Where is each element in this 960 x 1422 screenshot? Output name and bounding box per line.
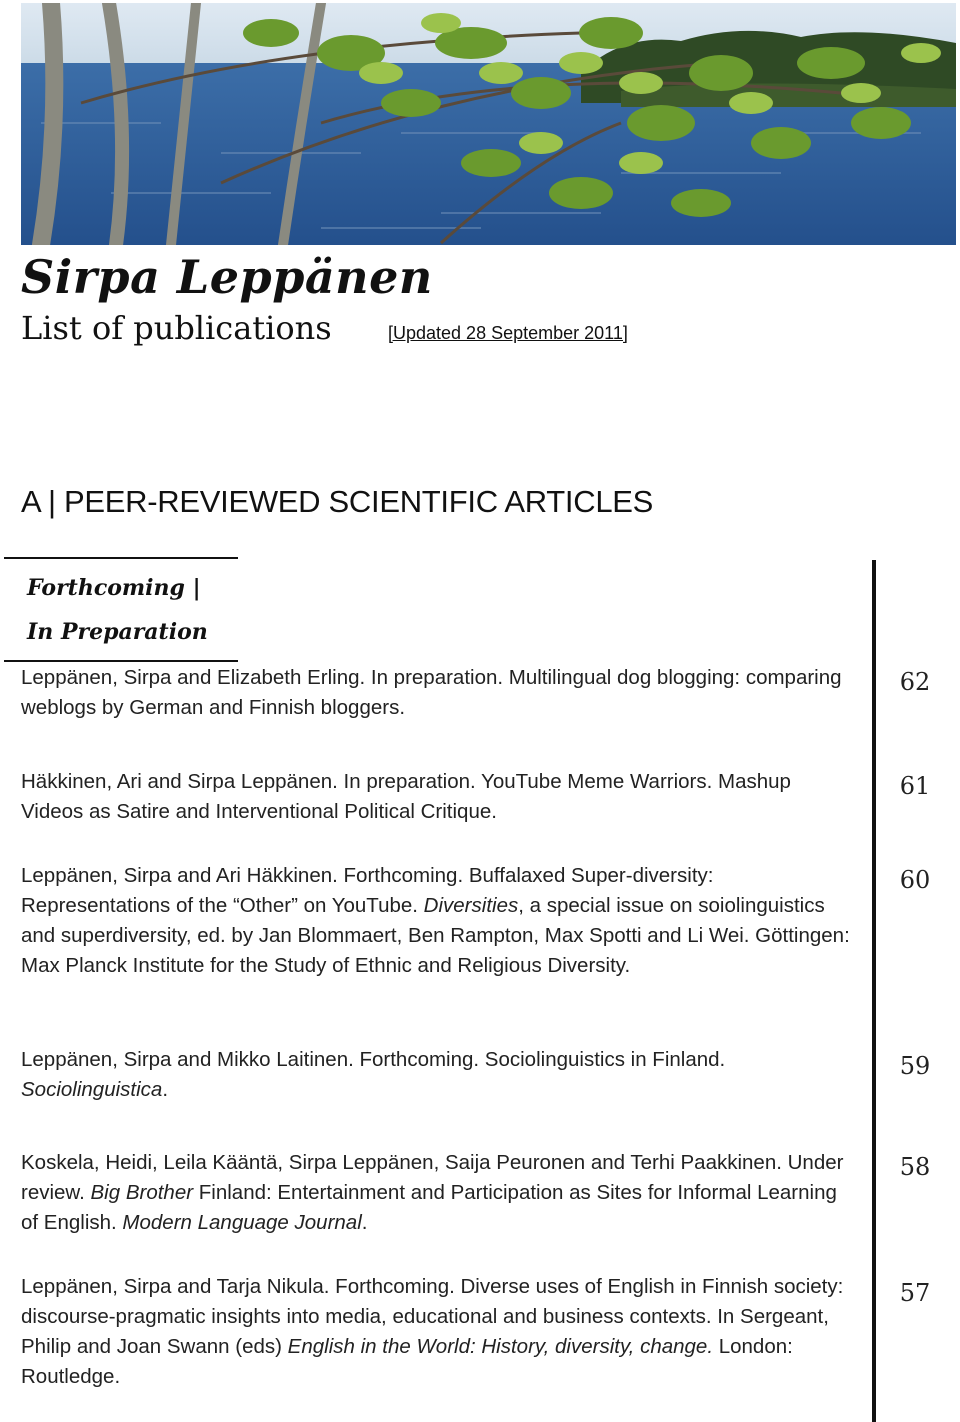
status-forthcoming: Forthcoming | (27, 575, 201, 601)
publication-entry (21, 663, 856, 723)
entry-title-italic: Big Brother (90, 1181, 194, 1204)
entry-text: London: Routledge. (21, 1335, 793, 1388)
section-heading: A | PEER-REVIEWED SCIENTIFIC ARTICLES (21, 484, 654, 519)
entry-journal: Modern Language Journal (122, 1211, 362, 1234)
divider-bottom (4, 660, 238, 662)
entry-number: 57 (899, 1279, 931, 1307)
publication-entry (21, 861, 856, 981)
entry-number: 60 (899, 866, 931, 894)
entry-text: Leppänen, Sirpa and Elizabeth Erling. In preparation. Multilingual dog blogging: comparing weblogs by German and Finnish bloggers. (21, 666, 842, 719)
header-photo (21, 3, 956, 245)
lake-birch-photo-icon (21, 3, 956, 245)
entry-text: , a special issue on soiolinguistics and superdiversity, ed. by Jan Blommaert, Ben Rampton, Max Spotti and Li Wei. Göttingen: Max Planck Institute for the Study of Ethnic and Religious Diversity. (21, 894, 850, 977)
entry-text: . (361, 1211, 368, 1234)
page-title: Sirpa Leppänen (21, 250, 433, 304)
publication-entry (21, 767, 856, 827)
entry-journal: Sociolinguistica (21, 1078, 163, 1101)
entry-number: 62 (899, 668, 931, 696)
publication-entry (21, 1045, 856, 1105)
entry-text: . (162, 1078, 169, 1101)
entry-number: 61 (899, 772, 931, 800)
entry-number: 58 (899, 1153, 931, 1181)
entry-number: 59 (899, 1052, 931, 1080)
page-subtitle: List of publications (21, 309, 332, 347)
entry-text: Leppänen, Sirpa and Mikko Laitinen. Forthcoming. Sociolinguistics in Finland. (21, 1048, 726, 1071)
entry-text: Finland: Entertainment and Participation as Sites for Informal Learning of English. (21, 1181, 837, 1234)
entry-text: Koskela, Heidi, Leila Kääntä, Sirpa Leppänen, Saija Peuronen and Terhi Paakkinen. Under review. (21, 1151, 844, 1204)
publication-entry (21, 1148, 856, 1238)
entry-text: Häkkinen, Ari and Sirpa Leppänen. In preparation. YouTube Meme Warriors. Mashup Videos as Satire and Interventional Political Critique. (21, 770, 791, 823)
divider-top (4, 557, 238, 559)
entry-book-title: English in the World: History, diversity, change. (287, 1335, 714, 1358)
entry-journal: Diversities (423, 894, 519, 917)
status-in-preparation: In Preparation (27, 619, 208, 645)
number-column-divider (872, 560, 876, 1422)
entry-text: Leppänen, Sirpa and Tarja Nikula. Forthcoming. Diverse uses of English in Finnish society: discourse-pragmatic insights into media, educational and business contexts. In Sergeant, Philip and Joan Swann (eds) (21, 1275, 844, 1358)
updated-date: [Updated 28 September 2011] (388, 323, 628, 343)
publication-entry (21, 1272, 856, 1392)
entry-text: Leppänen, Sirpa and Ari Häkkinen. Forthcoming. Buffalaxed Super-diversity: Representations of the “Other” on YouTube. (21, 864, 714, 917)
